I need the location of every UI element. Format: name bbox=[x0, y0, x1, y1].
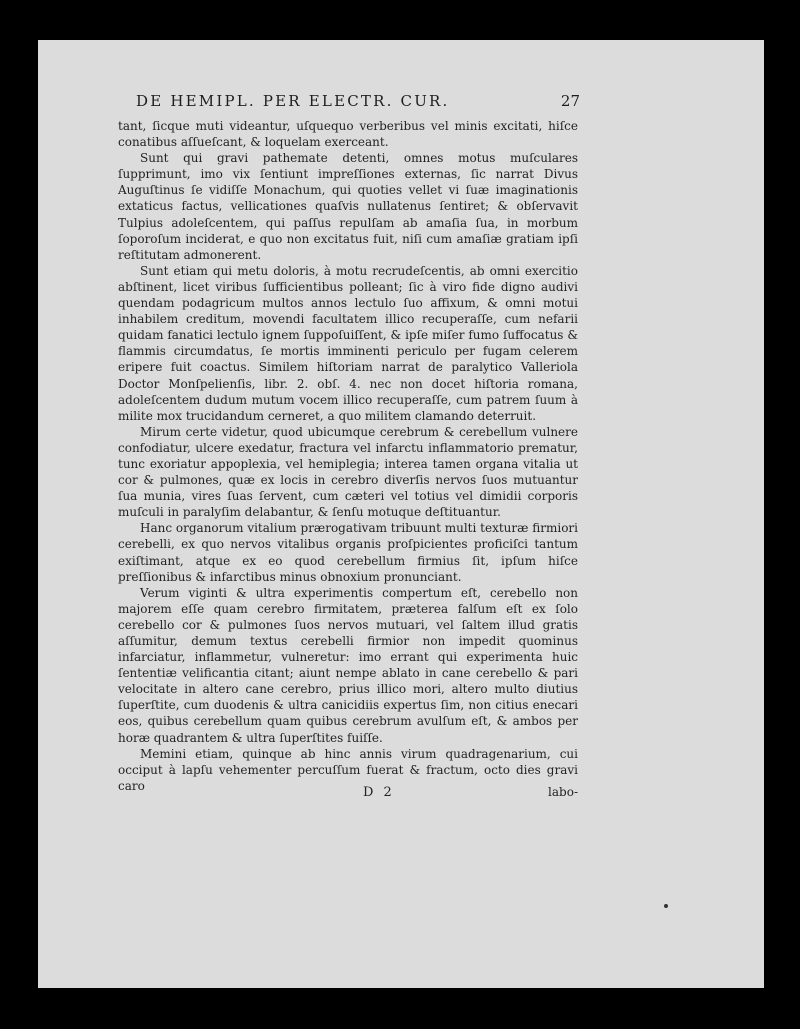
paragraph: Memini etiam, quinque ab hinc annis virum quadragenarium, cui occiput à lapſu vehementer percuſſum fuerat & fractum, octo dies gravi caro bbox=[118, 746, 578, 793]
catchword: labo- bbox=[548, 785, 578, 799]
paragraph: Hanc organorum vitalium prærogativam tribuunt multi texturæ firmiori cerebelli, ex quo nervos vitalibus organis proſpicientes proficiſci tantum exiſtimant, atque ex eo quod cerebellum firmius ſit, ipſum hiſce preſſionibus & infarctibus minus obnoxium pronunciant. bbox=[118, 521, 578, 584]
running-title: DE HEMIPL. PER ELECTR. CUR. bbox=[136, 92, 450, 110]
paragraph: Verum viginti & ultra experimentis compertum eſt, cerebello non majorem eſſe quam cerebro firmitatem, præterea falſum eſt ex ſolo cerebello cor & pulmones ſuos nervos mutuari, vel ſaltem illud gratis aſſumitur, demum textus cerebelli firmior non impedit quominus infarciatur, inflammetur, vulneretur: imo errant qui experimenta huic ſententiæ velificantia citant; aiunt nempe ablato in cane cerebello & pari velocitate in altero cane cerebro, prius illico mori, altero multo diutius ſuperſtite, cum duodenis & ultra canicidiis expertus ſim, non citius enecari eos, quibus cerebellum quam quibus cerebrum avulſum eſt, & ambos per horæ quadrantem & ultra ſuperſtites fuiſſe. bbox=[118, 585, 578, 745]
page-number: 27 bbox=[560, 92, 580, 110]
paragraph: Mirum certe videtur, quod ubicumque cerebrum & cerebellum vulnere confodiatur, ulcere exedatur, fractura vel infarctu inflammatorio prematur, tunc exoriatur appoplexia, vel hemiplegia; interea tamen organa vitalia ut cor & pulmones, quæ ex locis in cerebro diverſis nervos ſuos mutuantur ſua munia, vires ſuas ſervent, cum cæteri vel totius vel dimidii corporis muſculi in paralyſim delabantur, & ſenſu motuque deſtituantur. bbox=[118, 424, 578, 520]
page-footer bbox=[118, 785, 578, 803]
page-header bbox=[136, 92, 580, 112]
paragraph: Sunt etiam qui metu doloris, à motu recrudeſcentis, ab omni exercitio abſtinent, licet viribus ſufficientibus polleant; ſic à viro fide digno audivi quendam podagricum multos annos lectulo ſuo affixum, & omni motui inhabilem creditum, movendi facultatem illico recuperaſſe, cum nefarii quidam fanatici lectulo ignem ſuppoſuiſſent, & ipſe miſer fumo ſuffocatus & flammis circumdatus, ſe mortis imminenti periculo per fugam celerem eripere fuit coactus. Similem hiſtoriam narrat de paralytico Valleriola Doctor Monſpelienſis, libr. 2. obſ. 4. nec non docet hiſtoria romana, adoleſcentem dudum mutum vocem illico recuperaſſe, cum patrem ſuum à milite mox trucidandum cerneret, a quo militem clamando deterruit. bbox=[118, 263, 578, 423]
signature-mark: D 2 bbox=[363, 785, 395, 800]
paragraph: Sunt qui gravi pathemate detenti, omnes motus muſculares ſupprimunt, imo vix ſentiunt impreſſiones externas, ſic narrat Divus Auguſtinus ſe vidiſſe Monachum, qui quoties vellet vi ſuæ imaginationis extaticus factus, vellicationes quaſvis nullatenus ſentiret; & obſervavit Tulpius adoleſcentem, qui paſſus repulſam ab amaſia ſua, in morbum ſoporoſum inciderat, e quo non excitatus fuit, niſi cum amaſiæ gratiam ipſi reſtitutam admonerent. bbox=[118, 151, 578, 262]
body-text bbox=[118, 118, 578, 794]
paragraph: tant, ſicque muti videantur, uſquequo verberibus vel minis excitati, hiſce conatibus aſſueſcant, & loquelam exerceant. bbox=[118, 119, 578, 150]
paper-speck bbox=[664, 904, 668, 908]
document-page bbox=[38, 40, 764, 988]
